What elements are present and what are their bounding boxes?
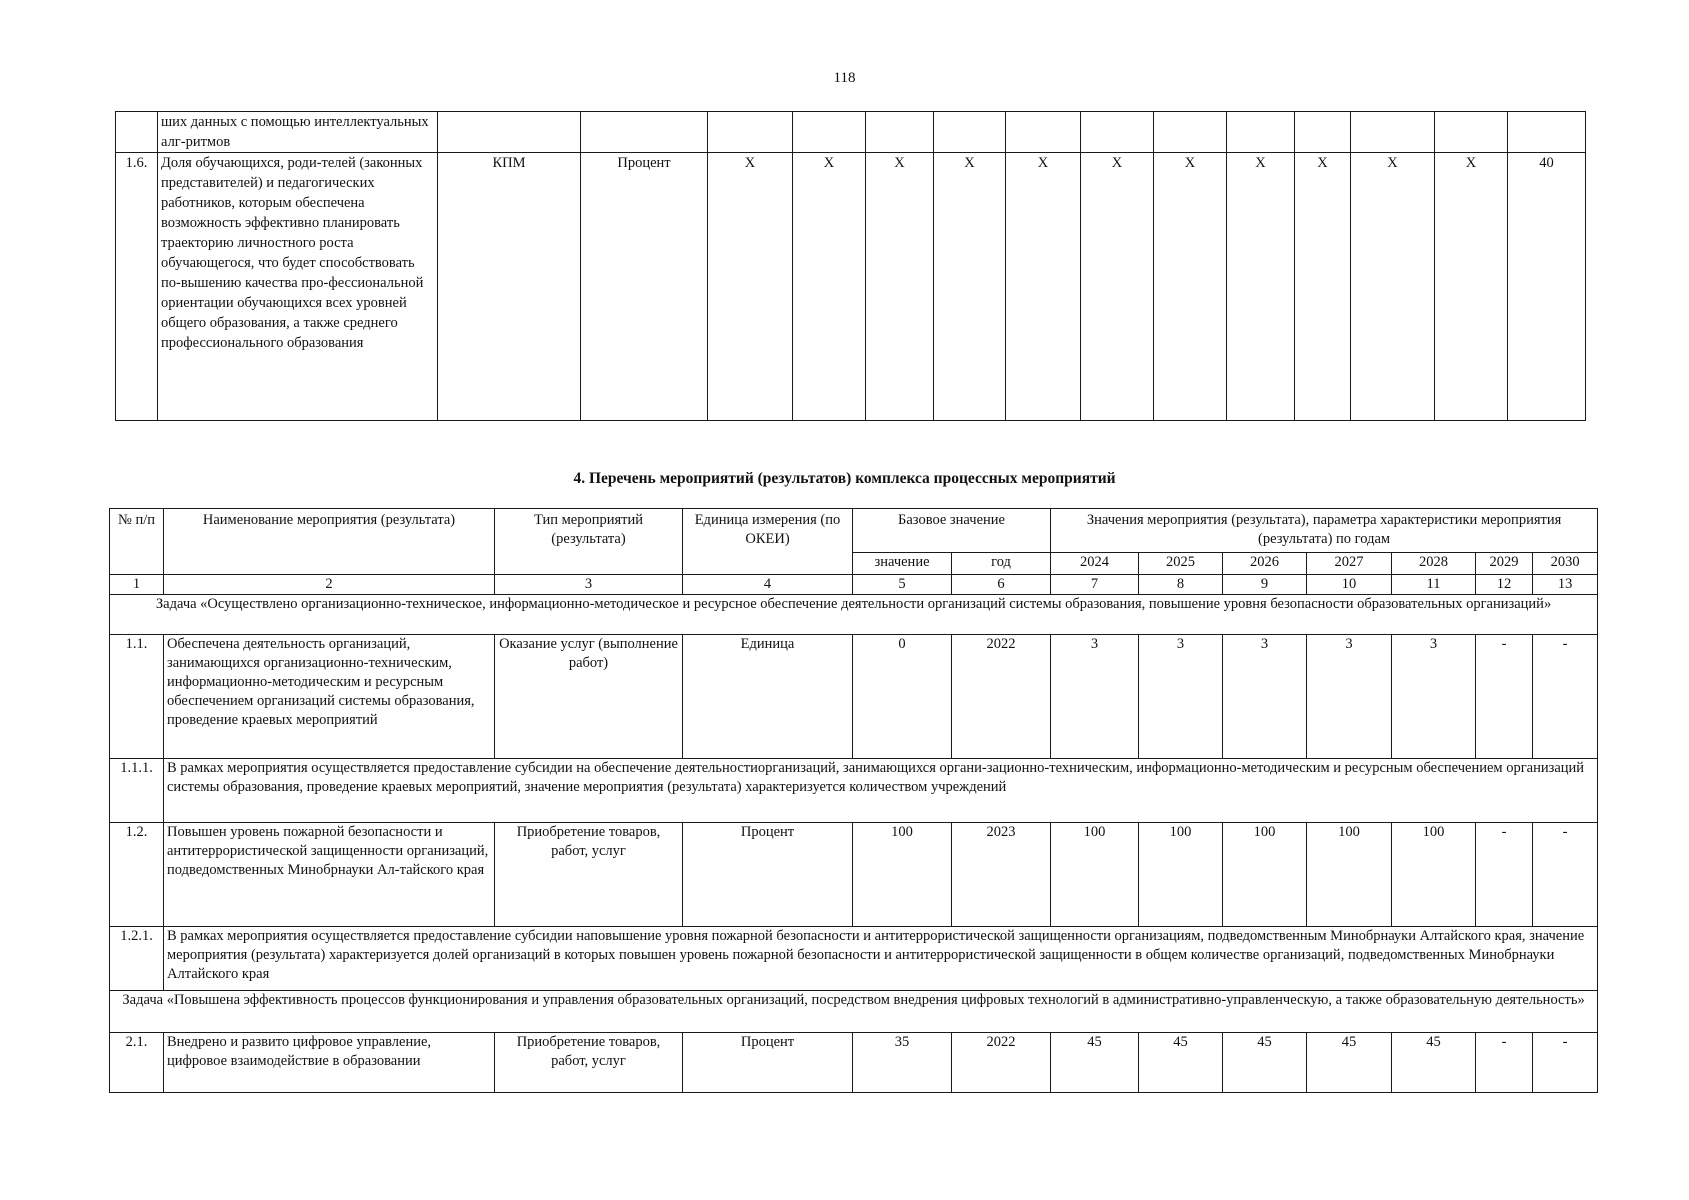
year-value: - xyxy=(1533,823,1598,927)
header-num: № п/п xyxy=(110,509,164,575)
activity-name: Обеспечена деятельность организаций, занимающихся организационно-техническим, информационно-методическим и ресурсным обеспечением организаций системы образования, проведение краевых мероприятий xyxy=(164,635,495,759)
activities-table xyxy=(109,508,1598,1093)
activity-description: В рамках мероприятия осуществляется предоставление субсидии на обеспечение деятельностиорганизаций, занимающихся органи-зационно-техническим, информационно-методическим и ресурсным обеспечением организаций системы образования, проведение краевых мероприятий, значение мероприятия (результата) характеризуется количеством учреждений xyxy=(164,759,1598,823)
header-values: Значения мероприятия (результата), параметра характеристики мероприятия (результата) по годам xyxy=(1051,509,1598,553)
indicator-type: КПМ xyxy=(438,153,581,421)
table-row xyxy=(116,153,1586,421)
x-mark: X xyxy=(1006,153,1081,421)
activity-type: Приобретение товаров, работ, услуг xyxy=(495,823,683,927)
year-value: - xyxy=(1533,635,1598,759)
year-value: - xyxy=(1476,1033,1533,1093)
column-number: 10 xyxy=(1307,575,1392,595)
activity-unit: Процент xyxy=(683,1033,853,1093)
task-title: Задача «Повышена эффективность процессов функционирования и управления образовательных организаций, посредством внедрения цифровых технологий в административно-управленческую, а также образовательную деятельность» xyxy=(110,991,1598,1033)
base-value: 0 xyxy=(853,635,952,759)
year-value: 100 xyxy=(1307,823,1392,927)
row-number: 1.1.1. xyxy=(110,759,164,823)
description-row xyxy=(110,927,1598,991)
description-row xyxy=(110,759,1598,823)
x-mark: X xyxy=(934,153,1006,421)
column-number: 8 xyxy=(1139,575,1223,595)
column-number: 11 xyxy=(1392,575,1476,595)
column-number: 6 xyxy=(952,575,1051,595)
year-value: 100 xyxy=(1392,823,1476,927)
row-number: 2.1. xyxy=(110,1033,164,1093)
indicators-table-continued xyxy=(115,111,1586,421)
row-number: 1.2.1. xyxy=(110,927,164,991)
year-value: 45 xyxy=(1307,1033,1392,1093)
year-value: 45 xyxy=(1223,1033,1307,1093)
indicator-unit: Процент xyxy=(581,153,708,421)
table-row xyxy=(116,112,1586,153)
x-mark: X xyxy=(1351,153,1435,421)
x-mark: X xyxy=(793,153,866,421)
activity-type: Приобретение товаров, работ, услуг xyxy=(495,1033,683,1093)
year-value: 45 xyxy=(1051,1033,1139,1093)
activity-name: Внедрено и развито цифровое управление, цифровое взаимодействие в образовании xyxy=(164,1033,495,1093)
year-value: 3 xyxy=(1392,635,1476,759)
task-row xyxy=(110,595,1598,635)
x-mark: X xyxy=(1227,153,1295,421)
activity-unit: Процент xyxy=(683,823,853,927)
column-number: 5 xyxy=(853,575,952,595)
x-mark: X xyxy=(1154,153,1227,421)
column-number: 12 xyxy=(1476,575,1533,595)
row-number: 1.1. xyxy=(110,635,164,759)
year-value: - xyxy=(1476,823,1533,927)
column-number: 9 xyxy=(1223,575,1307,595)
base-year: 2022 xyxy=(952,1033,1051,1093)
x-mark: X xyxy=(866,153,934,421)
column-numbers-row xyxy=(110,575,1598,595)
year-value: 100 xyxy=(1223,823,1307,927)
year-value: 100 xyxy=(1139,823,1223,927)
row-number: 1.2. xyxy=(110,823,164,927)
header-base: Базовое значение xyxy=(853,509,1051,553)
header-year: 2026 xyxy=(1223,553,1307,575)
year-value: 45 xyxy=(1392,1033,1476,1093)
final-value: 40 xyxy=(1508,153,1586,421)
base-value: 35 xyxy=(853,1033,952,1093)
column-number: 2 xyxy=(164,575,495,595)
header-year: 2024 xyxy=(1051,553,1139,575)
header-year: 2030 xyxy=(1533,553,1598,575)
header-year: 2028 xyxy=(1392,553,1476,575)
header-base-year: год xyxy=(952,553,1051,575)
header-type: Тип мероприятий (результата) xyxy=(495,509,683,575)
year-value: 100 xyxy=(1051,823,1139,927)
activity-description: В рамках мероприятия осуществляется предоставление субсидии наповышение уровня пожарной безопасности и антитеррористической защищенности организациям, подведомственным Минобрнауки Алтайского края, значение мероприятия (результата) характеризуется долей организаций в которых повышен уровень пожарной безопасности и антитеррористической защищенности в общем количестве организаций, подведомственных Минобрнауки Алтайского края xyxy=(164,927,1598,991)
section-title: 4. Перечень мероприятий (результатов) комплекса процессных мероприятий xyxy=(573,470,1116,487)
year-value: 3 xyxy=(1051,635,1139,759)
header-name: Наименование мероприятия (результата) xyxy=(164,509,495,575)
column-number: 4 xyxy=(683,575,853,595)
activity-name: Повышен уровень пожарной безопасности и антитеррористической защищенности организаций, подведомственных Минобрнауки Ал-тайского края xyxy=(164,823,495,927)
header-year: 2029 xyxy=(1476,553,1533,575)
column-number: 1 xyxy=(110,575,164,595)
year-value: - xyxy=(1476,635,1533,759)
column-number: 7 xyxy=(1051,575,1139,595)
year-value: - xyxy=(1533,1033,1598,1093)
row-number: 1.6. xyxy=(116,153,158,421)
table-row xyxy=(110,823,1598,927)
header-unit: Единица измерения (по ОКЕИ) xyxy=(683,509,853,575)
task-title: Задача «Осуществлено организационно-техническое, информационно-методическое и ресурсное обеспечение деятельности организаций системы образования, повышение уровня безопасности образовательных организаций» xyxy=(110,595,1598,635)
base-value: 100 xyxy=(853,823,952,927)
base-year: 2023 xyxy=(952,823,1051,927)
column-number: 3 xyxy=(495,575,683,595)
x-mark: X xyxy=(708,153,793,421)
indicator-name: Доля обучающихся, роди-телей (законных представителей) и педагогических работников, которым обеспечена возможность эффективно планировать траекторию личностного роста обучающегося, что будет способствовать по-вышению качества про-фессиональной ориентации обучающихся всех уровней общего образования, а также среднего профессионального образования xyxy=(158,153,438,421)
x-mark: X xyxy=(1435,153,1508,421)
indicator-name: ших данных с помощью интеллектуальных алг-ритмов xyxy=(158,112,438,153)
column-number: 13 xyxy=(1533,575,1598,595)
header-row xyxy=(110,509,1598,553)
x-mark: X xyxy=(1295,153,1351,421)
year-value: 3 xyxy=(1223,635,1307,759)
year-value: 45 xyxy=(1139,1033,1223,1093)
x-mark: X xyxy=(1081,153,1154,421)
table-row xyxy=(110,635,1598,759)
year-value: 3 xyxy=(1307,635,1392,759)
header-year: 2025 xyxy=(1139,553,1223,575)
activity-unit: Единица xyxy=(683,635,853,759)
header-base-value: значение xyxy=(853,553,952,575)
page-number: 118 xyxy=(833,70,856,86)
task-row xyxy=(110,991,1598,1033)
activity-type: Оказание услуг (выполнение работ) xyxy=(495,635,683,759)
year-value: 3 xyxy=(1139,635,1223,759)
header-year: 2027 xyxy=(1307,553,1392,575)
table-row xyxy=(110,1033,1598,1093)
base-year: 2022 xyxy=(952,635,1051,759)
